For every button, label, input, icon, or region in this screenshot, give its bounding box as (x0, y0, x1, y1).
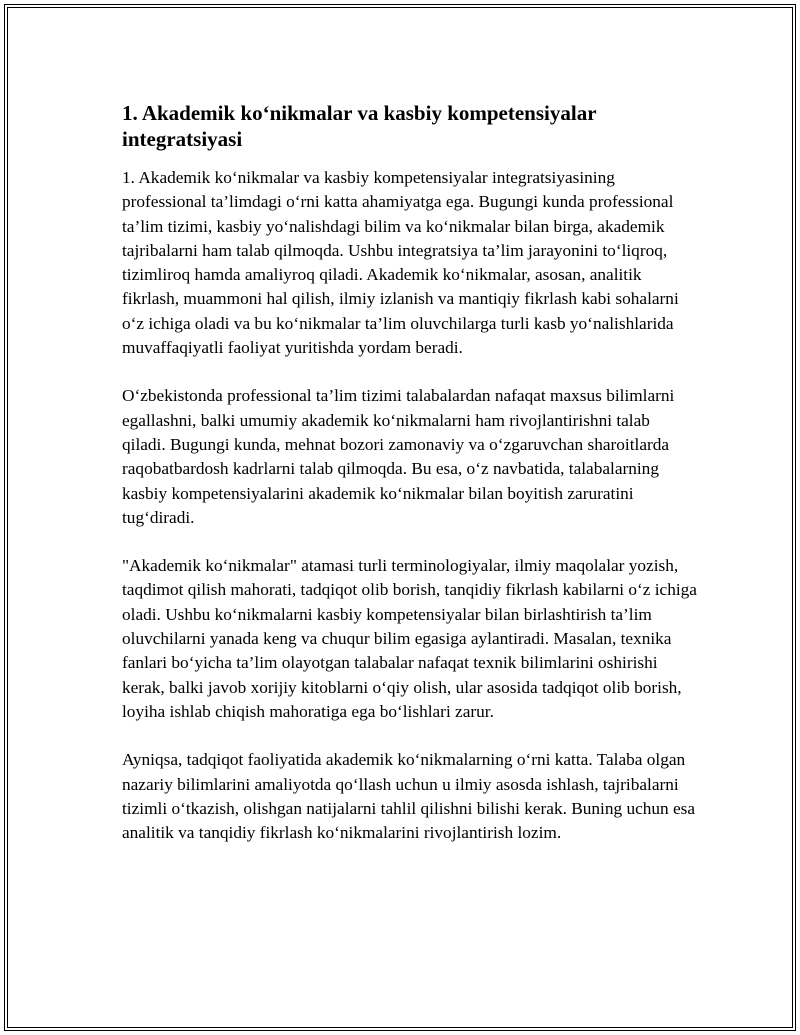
paragraph-2: O‘zbekistonda professional ta’lim tizimi talabalardan nafaqat maxsus bilimlarni egallashni, balki umumiy akademik ko‘nikmalarni ham rivojlantirishni talab qiladi. Bugungi kunda, mehnat bozori zamonaviy va o‘zgaruvchan sharoitlarda raqobatbardosh kadrlarni talab qilmoqda. Bu esa, o‘z navbatida, talabalarning kasbiy kompetensiyalarini akademik ko‘nikmalar bilan boyitish zaruratini tug‘diradi. (122, 386, 675, 527)
section-heading: 1. Akademik ko‘nikmalar va kasbiy kompetensiyalar integratsiyasi (122, 101, 597, 151)
paragraph-4: Ayniqsa, tadqiqot faoliyatida akademik ko‘nikmalarning o‘rni katta. Talaba olgan nazariy bilimlarini amaliyotda qo‘llash uchun u ilmiy asosda ishlash, tajribalarni tizimli o‘tkazish, olishgan natijalarni tahlil qilishni bilishi kerak. Buning uchun esa analitik va tanqidiy fikrlash ko‘nikmalarini rivojlantirish lozim. (122, 750, 696, 843)
paragraph-3: "Akademik ko‘nikmalar" atamasi turli terminologiyalar, ilmiy maqolalar yozish, taqdimot qilish mahorati, tadqiqot olib borish, tanqidiy fikrlash kabilarni o‘z ichiga oladi. Ushbu ko‘nikmalarni kasbiy kompetensiyalar bilan birlashtirish ta’lim oluvchilarni yanada keng va chuqur bilim egasiga aylantiradi. Masalan, texnika fanlari bo‘yicha ta’lim olayotgan talabalar nafaqat texnik bilimlarini oshirishi kerak, balki javob xorijiy kitoblarni o‘qiy olish, ular asosida tadqiqot olib borish, loyiha ishlab chiqish mahoratiga ega bo‘lishlari zarur. (122, 556, 697, 721)
document-body (122, 100, 697, 869)
page-frame (4, 4, 796, 1031)
paragraph-1: 1. Akademik ko‘nikmalar va kasbiy kompetensiyalar integratsiyasining professional ta’limdagi o‘rni katta ahamiyatga ega. Bugungi kunda professional ta’lim tizimi, kasbiy yo‘nalishdagi bilim va ko‘nikmalar bilan birga, akademik tajribalarni ham talab qilmoqda. Ushbu integratsiya ta’lim jarayonini to‘liqroq, tizimliroq hamda amaliyroq qiladi. Akademik ko‘nikmalar, asosan, analitik fikrlash, muammoni hal qilish, ilmiy izlanish va mantiqiy fikrlash kabi sohalarni o‘z ichiga oladi va bu ko‘nikmalar ta’lim oluvchilarga turli kasb yo‘nalishlarida muvaffaqiyatli faoliyat yuritishda yordam beradi. (122, 168, 679, 358)
